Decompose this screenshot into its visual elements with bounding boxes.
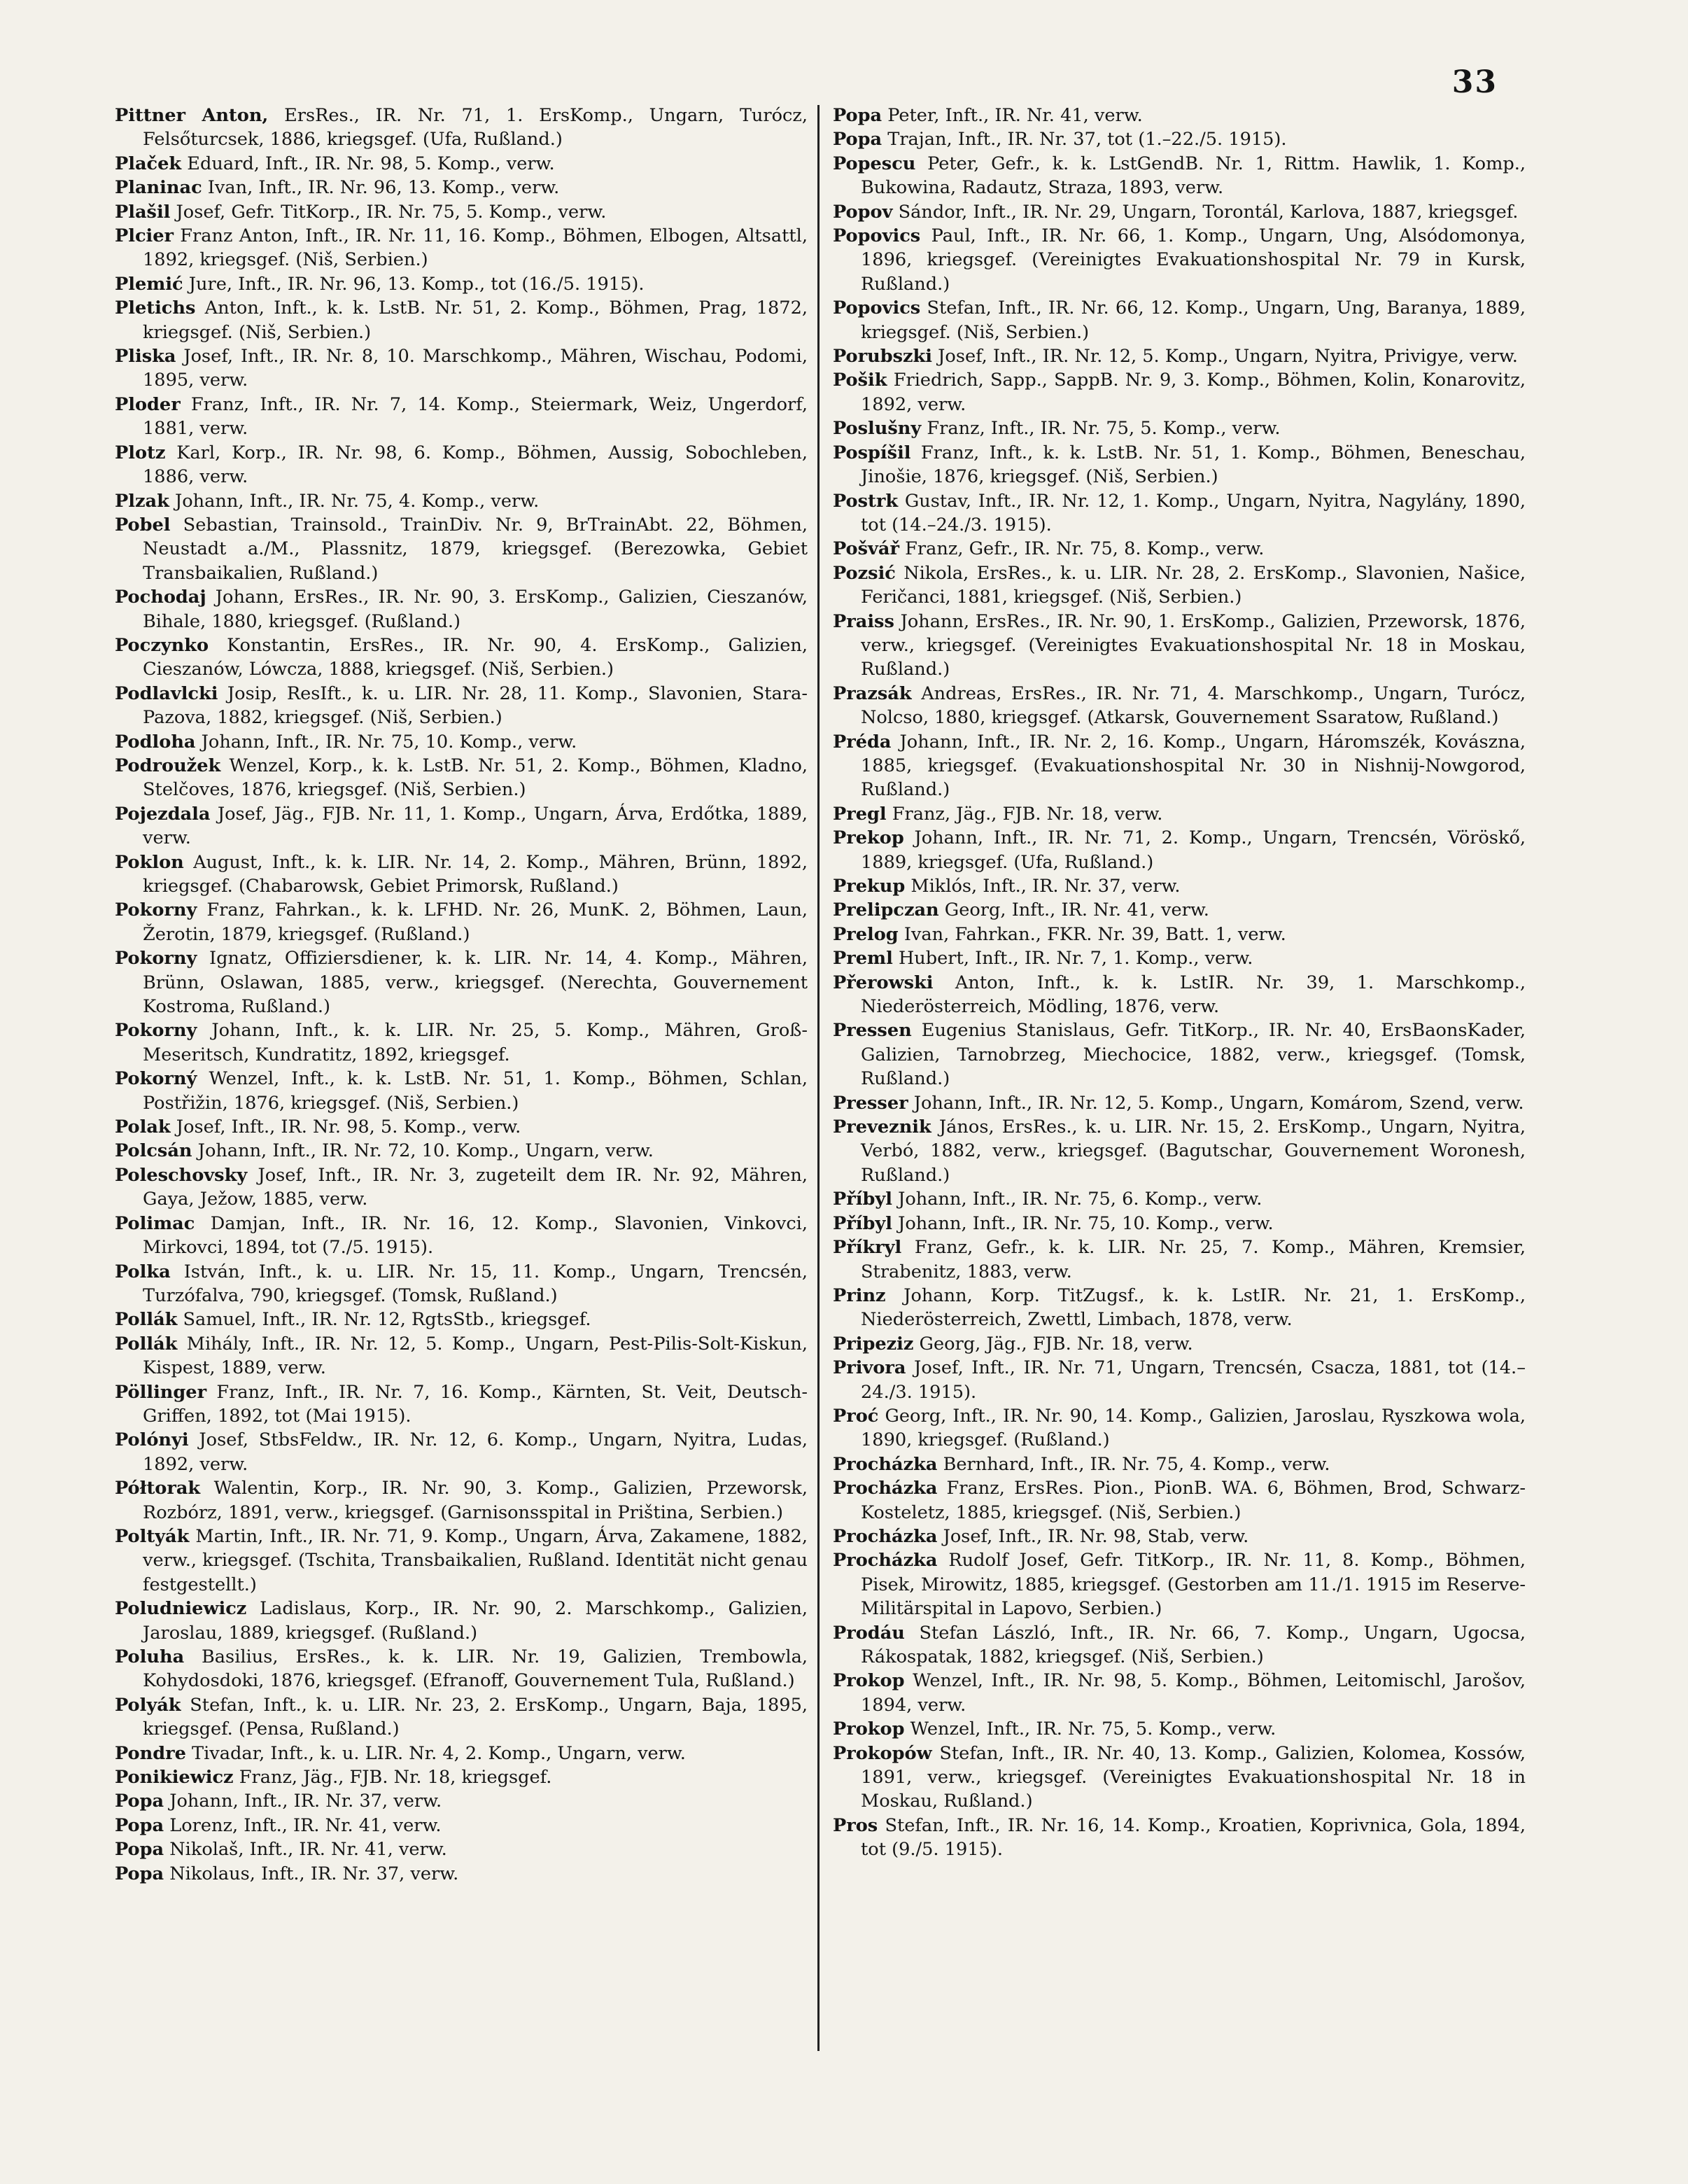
register-entry (833, 489, 1526, 538)
entry-details: Samuel, Inft., IR. Nr. 12, RgtsStb., kriegsgef. (177, 1309, 591, 1331)
register-entry (833, 1742, 1526, 1814)
entry-name: Plemić (115, 273, 183, 295)
entry-details: Franz, Inft., IR. Nr. 75, 5. Komp., verw. (921, 418, 1281, 440)
entry-name: Pokorny (115, 1020, 197, 1042)
register-entry (115, 200, 808, 224)
entry-name: Pospíšil (833, 442, 911, 463)
entry-name: Prazsák (833, 682, 912, 704)
entry-name: Polak (115, 1116, 171, 1138)
register-entry (833, 1814, 1526, 1862)
register-entry (833, 802, 1526, 826)
entry-name: Popa (833, 105, 882, 126)
register-entry (833, 946, 1526, 970)
register-entry (833, 561, 1526, 610)
register-entry (833, 1212, 1526, 1236)
entry-name: Pozsić (833, 562, 896, 584)
register-entry (833, 1091, 1526, 1115)
register-entry (833, 1452, 1526, 1476)
entry-name: Podloha (115, 731, 196, 752)
register-entry (115, 585, 808, 634)
register-entry (115, 850, 808, 899)
entry-details: Jure, Inft., IR. Nr. 96, 13. Komp., tot (16./5. 1915). (183, 273, 645, 295)
entry-name: Prelog (833, 923, 899, 945)
register-entry (115, 489, 808, 513)
register-entry (833, 152, 1526, 200)
entry-details: Johann, Inft., IR. Nr. 72, 10. Komp., Ungarn, verw. (192, 1140, 654, 1162)
entry-details: Hubert, Inft., IR. Nr. 7, 1. Komp., verw. (892, 948, 1253, 969)
entry-details: Stefan, Inft., IR. Nr. 40, 13. Komp., Galizien, Kolomea, Kossów, 1891, verw., kriegsgef. (Vereinigtes Evakuationshospital Nr. 18 in Moskau, Rußland.) (861, 1742, 1526, 1812)
entry-details: Johann, Inft., IR. Nr. 75, 4. Komp., verw. (169, 490, 540, 512)
entry-name: Pöllinger (115, 1381, 207, 1403)
register-entry (115, 682, 808, 730)
register-entry (833, 296, 1526, 344)
entry-name: Poleschovsky (115, 1164, 248, 1186)
entry-name: Popa (833, 129, 882, 150)
entry-name: Pros (833, 1814, 878, 1836)
entry-name: Poluha (115, 1646, 185, 1667)
register-entry (115, 441, 808, 489)
entry-name: Prokop (833, 1718, 905, 1740)
register-entry (833, 1669, 1526, 1717)
entry-details: Franz, Jäg., FJB. Nr. 18, verw. (886, 803, 1163, 825)
entry-details: Josef, Inft., IR. Nr. 3, zugeteilt dem IR. Nr. 92, Mähren, Gaya, Ježow, 1885, verw. (143, 1164, 808, 1210)
entry-details: Josef, Inft., IR. Nr. 71, Ungarn, Trencsén, Csacza, 1881, tot (14.–24./3. 1915). (861, 1357, 1526, 1403)
entry-name: Pokorný (115, 1068, 197, 1090)
entry-name: Polcsán (115, 1140, 192, 1162)
register-entry (115, 1789, 808, 1813)
entry-name: Plzak (115, 490, 169, 512)
register-entry (833, 971, 1526, 1019)
entry-name: Prokopów (833, 1742, 932, 1764)
entry-details: Friedrich, Sapp., SappB. Nr. 9, 3. Komp., Böhmen, Kolin, Konarovitz, 1892, verw. (861, 370, 1526, 415)
entry-name: Pobel (115, 514, 171, 536)
entry-details: Peter, Gefr., k. k. LstGendB. Nr. 1, Rittm. Hawlik, 1. Komp., Bukowina, Radautz, Straza, 1893, verw. (861, 153, 1526, 199)
entry-details: Franz, ErsRes. Pion., PionB. WA. 6, Böhmen, Brod, Schwarz-Kosteletz, 1885, kriegsgef. (Niš, Serbien.) (861, 1478, 1526, 1523)
register-entry (115, 1332, 808, 1380)
entry-name: Pollák (115, 1333, 178, 1354)
register-entry (833, 874, 1526, 898)
register-entry (115, 1814, 808, 1837)
register-entry (833, 682, 1526, 730)
entry-name: Pliska (115, 346, 176, 368)
entry-details: Ivan, Inft., IR. Nr. 96, 13. Komp., verw. (202, 177, 560, 199)
register-entry (833, 1621, 1526, 1670)
entry-name: Plotz (115, 442, 166, 463)
register-entry (833, 537, 1526, 561)
entry-details: Wenzel, Inft., IR. Nr. 98, 5. Komp., Böhmen, Leitomischl, Jarošov, 1894, verw. (861, 1670, 1526, 1716)
entry-details: Ivan, Fahrkan., FKR. Nr. 39, Batt. 1, verw. (898, 923, 1286, 945)
register-entry (833, 1236, 1526, 1284)
entry-name: Prekup (833, 876, 906, 897)
entry-name: Procházka (833, 1525, 938, 1547)
page-number: 33 (1451, 64, 1498, 100)
entry-name: Plcier (115, 225, 174, 247)
entry-name: Półtorak (115, 1478, 201, 1499)
entry-name: Prinz (833, 1284, 886, 1306)
entry-details: Lorenz, Inft., IR. Nr. 41, verw. (164, 1814, 442, 1836)
register-entry (115, 1693, 808, 1742)
entry-details: Konstantin, ErsRes., IR. Nr. 90, 4. ErsKomp., Galizien, Cieszanów, Lówcza, 1888, kriegsgef. (Niš, Serbien.) (143, 634, 808, 680)
entry-name: Popa (115, 1791, 164, 1812)
register-entry (115, 754, 808, 802)
entry-name: Privora (833, 1357, 906, 1379)
entry-name: Postrk (833, 490, 899, 512)
entry-details: Basilius, ErsRes., k. k. LIR. Nr. 19, Galizien, Trembowla, Kohydosdoki, 1876, kriegsgef. (Efranoff, Gouvernement Tula, Rußland.) (143, 1646, 808, 1692)
entry-details: Johann, Inft., IR. Nr. 75, 6. Komp., verw. (892, 1189, 1263, 1210)
entry-name: Pondre (115, 1742, 186, 1764)
column-divider (817, 105, 820, 2051)
entry-details: Georg, Jäg., FJB. Nr. 18, verw. (913, 1333, 1193, 1354)
entry-name: Pripeziz (833, 1333, 914, 1354)
entry-name: Prelipczan (833, 899, 939, 921)
entry-details: Josef, Inft., IR. Nr. 98, Stab, verw. (937, 1525, 1249, 1547)
register-entry (833, 898, 1526, 922)
register-entry (833, 1717, 1526, 1741)
register-entry (115, 1067, 808, 1115)
entry-details: Sándor, Inft., IR. Nr. 29, Ungarn, Torontál, Karlova, 1887, kriegsgef. (892, 201, 1519, 223)
register-entry (833, 730, 1526, 802)
entry-details: Johann, Inft., IR. Nr. 75, 10. Komp., verw. (892, 1212, 1274, 1234)
entry-name: Popovics (833, 225, 921, 247)
entry-name: Proć (833, 1405, 879, 1427)
entry-details: Damjan, Inft., IR. Nr. 16, 12. Komp., Slavonien, Vinkovci, Mirkovci, 1894, tot (7./5. 1915). (143, 1212, 808, 1259)
entry-details: Nikola, ErsRes., k. u. LIR. Nr. 28, 2. ErsKomp., Slavonien, Našice, Feričanci, 1881, kriegsgef. (Niš, Serbien.) (861, 562, 1526, 608)
entry-details: Johann, ErsRes., IR. Nr. 90, 1. ErsKomp., Galizien, Przeworsk, 1876, verw., kriegsgef. (Vereinigtes Evakuationshospital Nr. 18 in Moskau, Rußland.) (861, 610, 1526, 680)
entry-details: Nikolaus, Inft., IR. Nr. 37, verw. (164, 1863, 459, 1884)
entry-details: Josef, Inft., IR. Nr. 98, 5. Komp., verw. (170, 1116, 521, 1138)
entry-name: Poczynko (115, 634, 209, 656)
entry-name: Poklon (115, 851, 184, 873)
entry-name: Pokorny (115, 948, 197, 969)
entry-details: István, Inft., k. u. LIR. Nr. 15, 11. Komp., Ungarn, Trencsén, Turzófalva, 790, kriegsgef. (Tomsk, Rußland.) (143, 1261, 808, 1306)
entry-details: Nikolaš, Inft., IR. Nr. 41, verw. (164, 1839, 447, 1861)
entry-details: Johann, Korp. TitZugsf., k. k. LstIR. Nr. 21, 1. ErsKomp., Niederösterreich, Zwettl, Limbach, 1878, verw. (861, 1284, 1526, 1331)
entry-details: Franz, Fahrkan., k. k. LFHD. Nr. 26, MunK. 2, Böhmen, Laun, Žerotin, 1879, kriegsgef. (Rußland.) (143, 899, 808, 945)
entry-details: Johann, Inft., IR. Nr. 37, verw. (164, 1791, 442, 1812)
register-entry (833, 610, 1526, 682)
entry-details: Josef, StbsFeldw., IR. Nr. 12, 6. Komp., Ungarn, Nyitra, Ludas, 1892, verw. (143, 1429, 808, 1475)
entry-details: Sebastian, Trainsold., TrainDiv. Nr. 9, BrTrainAbt. 22, Böhmen, Neustadt a./M., Plassnitz, 1879, kriegsgef. (Berezowka, Gebiet Transbaikalien, Rußland.) (143, 514, 808, 584)
register-entry (115, 176, 808, 200)
entry-details: Josef, Jäg., FJB. Nr. 11, 1. Komp., Ungarn, Árva, Erdőtka, 1889, verw. (143, 803, 808, 849)
entry-details: Franz, Inft., IR. Nr. 7, 16. Komp., Kärnten, St. Veit, Deutsch-Griffen, 1892, tot (Mai 1915). (143, 1381, 808, 1427)
entry-details: Peter, Inft., IR. Nr. 41, verw. (882, 105, 1143, 126)
entry-name: Préda (833, 731, 892, 752)
register-entry (833, 1284, 1526, 1332)
entry-details: Stefan, Inft., IR. Nr. 66, 12. Komp., Ungarn, Ung, Baranya, 1889, kriegsgef. (Niš, Serbien.) (861, 298, 1526, 343)
register-entry (115, 1597, 808, 1645)
entry-details: Josef, Gefr. TitKorp., IR. Nr. 75, 5. Komp., verw. (170, 201, 607, 223)
entry-details: János, ErsRes., k. u. LIR. Nr. 15, 2. ErsKomp., Ungarn, Nyitra, Verbó, 1882, verw., kriegsgef. (Bagutschar, Gouvernement Woronesh, Rußland.) (861, 1116, 1526, 1186)
register-entry (115, 1139, 808, 1163)
register-entry (833, 826, 1526, 874)
register-entry (833, 1332, 1526, 1356)
entry-details: Ignatz, Offiziersdiener, k. k. LIR. Nr. 14, 4. Komp., Mähren, Brünn, Oslawan, 1885, verw., kriegsgef. (Nerechta, Gouvernement Kostroma, Rußland.) (143, 948, 808, 1018)
register-entry (115, 634, 808, 682)
register-entry (115, 1765, 808, 1789)
register-entry (115, 1428, 808, 1476)
register-entry (833, 344, 1526, 368)
entry-details: Karl, Korp., IR. Nr. 98, 6. Komp., Böhmen, Aussig, Sobochleben, 1886, verw. (143, 442, 808, 488)
entry-name: Podroužek (115, 755, 221, 776)
register-entry (115, 1742, 808, 1765)
entry-details: Andreas, ErsRes., IR. Nr. 71, 4. Marschkomp., Ungarn, Turócz, Nolcso, 1880, kriegsgef. (Atkarsk, Gouvernement Ssaratow, Rußland.) (861, 682, 1526, 729)
entry-name: Porubszki (833, 346, 933, 368)
entry-details: Johann, Inft., IR. Nr. 75, 10. Komp., verw. (195, 731, 577, 752)
entry-name: Příkryl (833, 1237, 902, 1259)
entry-details: Georg, Inft., IR. Nr. 90, 14. Komp., Galizien, Jaroslau, Ryszkowa wola, 1890, kriegsgef. (Rußland.) (861, 1405, 1526, 1451)
register-entry (833, 416, 1526, 440)
entry-name: Praiss (833, 610, 894, 632)
entry-name: Pojezdala (115, 803, 211, 825)
entry-name: Procházka (833, 1478, 938, 1499)
entry-name: Poslušny (833, 418, 922, 440)
entry-details: Johann, Inft., IR. Nr. 12, 5. Komp., Ungarn, Komárom, Szend, verw. (908, 1092, 1524, 1114)
entry-name: Preml (833, 948, 893, 969)
entry-name: Procházka (833, 1453, 938, 1475)
entry-name: Prekop (833, 827, 904, 849)
entry-details: Ladislaus, Korp., IR. Nr. 90, 2. Marschkomp., Galizien, Jaroslau, 1889, kriegsgef. (Rußland.) (143, 1598, 808, 1644)
register-entry (115, 272, 808, 296)
entry-details: Trajan, Inft., IR. Nr. 37, tot (1.–22./5. 1915). (882, 129, 1287, 150)
left-column (115, 104, 808, 1886)
register-entry (115, 946, 808, 1018)
register-entry (115, 513, 808, 585)
entry-details: Wenzel, Inft., IR. Nr. 75, 5. Komp., verw. (904, 1718, 1276, 1740)
register-entry (115, 1476, 808, 1525)
entry-details: Paul, Inft., IR. Nr. 66, 1. Komp., Ungarn, Ung, Alsódomonya, 1896, kriegsgef. (Vereinigtes Evakuationshospital Nr. 79 in Kursk, Rußland.) (861, 225, 1526, 295)
entry-details: Martin, Inft., IR. Nr. 71, 9. Komp., Ungarn, Árva, Zakamene, 1882, verw., kriegsgef. (Tschita, Transbaikalien, Rußland. Identität nicht genau festgestellt.) (143, 1525, 808, 1595)
entry-name: Ponikiewicz (115, 1767, 234, 1788)
entry-details: Franz, Inft., k. k. LstB. Nr. 51, 1. Komp., Böhmen, Beneschau, Jinošie, 1876, kriegsgef. (Niš, Serbien.) (861, 442, 1526, 488)
register-entry (115, 1837, 808, 1861)
entry-details: Wenzel, Inft., k. k. LstB. Nr. 51, 1. Komp., Böhmen, Schlan, Postřižin, 1876, kriegsgef. (Niš, Serbien.) (143, 1068, 808, 1114)
entry-name: Popa (115, 1863, 164, 1884)
entry-details: Miklós, Inft., IR. Nr. 37, verw. (905, 876, 1181, 897)
entry-name: Pochodaj (115, 587, 206, 608)
register-entry (115, 393, 808, 441)
entry-name: Pokorny (115, 899, 197, 921)
register-entry (115, 1115, 808, 1139)
entry-name: Polyák (115, 1694, 181, 1716)
register-entry (115, 224, 808, 272)
entry-details: Eduard, Inft., IR. Nr. 98, 5. Komp., verw. (181, 153, 555, 174)
entry-details: Anton, Inft., k. k. LstIR. Nr. 39, 1. Marschkomp., Niederösterreich, Mödling, 1876, verw. (861, 972, 1526, 1018)
register-entry (833, 1356, 1526, 1404)
register-entry (833, 441, 1526, 489)
entry-name: Prokop (833, 1670, 905, 1692)
entry-details: Johann, ErsRes., IR. Nr. 90, 3. ErsKomp., Galizien, Cieszanów, Bihale, 1880, kriegsgef. (Rußland.) (143, 587, 808, 632)
register-entry (115, 1308, 808, 1331)
entry-details: August, Inft., k. k. LIR. Nr. 14, 2. Komp., Mähren, Brünn, 1892, kriegsgef. (Chabarowsk, Gebiet Primorsk, Rußland.) (143, 851, 808, 897)
register-entry (115, 1018, 808, 1067)
entry-name: Popovics (833, 298, 921, 319)
entry-details: Franz, Gefr., IR. Nr. 75, 8. Komp., verw. (899, 538, 1265, 560)
right-column (833, 104, 1526, 1862)
register-entry (833, 1187, 1526, 1211)
entry-details: Johann, Inft., IR. Nr. 2, 16. Komp., Ungarn, Háromszék, Kovászna, 1885, kriegsgef. (Evakuationshospital Nr. 30 in Nishnij-Nowgorod, Rußland.) (861, 731, 1526, 801)
entry-details: Stefan, Inft., IR. Nr. 16, 14. Komp., Kroatien, Koprivnica, Gola, 1894, tot (9./5. 1915). (861, 1814, 1526, 1861)
register-entry (833, 368, 1526, 416)
entry-details: Franz, Gefr., k. k. LIR. Nr. 25, 7. Komp., Mähren, Kremsier, Strabenitz, 1883, verw. (861, 1237, 1526, 1282)
entry-name: Popescu (833, 153, 916, 174)
entry-name: Příbyl (833, 1212, 892, 1234)
register-entry (833, 104, 1526, 127)
register-entry (833, 1476, 1526, 1525)
entry-details: Rudolf Josef, Gefr. TitKorp., IR. Nr. 11, 8. Komp., Böhmen, Pisek, Mirowitz, 1885, kriegsgef. (Gestorben am 11./1. 1915 im Reserve-Militärspital in Lapovo, Serbien.) (861, 1550, 1526, 1620)
register-entry (833, 923, 1526, 946)
entry-name: Přerowski (833, 972, 934, 993)
register-entry (833, 1548, 1526, 1620)
entry-details: Stefan László, Inft., IR. Nr. 66, 7. Komp., Ungarn, Ugocsa, Rákospatak, 1882, kriegsgef. (Niš, Serbien.) (861, 1622, 1526, 1667)
entry-name: Pollák (115, 1309, 178, 1331)
register-entry (115, 1212, 808, 1260)
register-entry (115, 296, 808, 344)
entry-details: Johann, Inft., k. k. LIR. Nr. 25, 5. Komp., Mähren, Groß-Meseritsch, Kundratitz, 1892, kriegsgef. (143, 1020, 808, 1065)
entry-details: Josip, ResIft., k. u. LIR. Nr. 28, 11. Komp., Slavonien, Stara-Pazova, 1882, kriegsgef. (Niš, Serbien.) (143, 682, 808, 729)
register-entry (115, 1163, 808, 1212)
register-entry (833, 200, 1526, 224)
entry-name: Popa (115, 1814, 164, 1836)
register-entry (833, 1404, 1526, 1452)
register-entry (115, 730, 808, 754)
register-entry (115, 344, 808, 393)
entry-details: Stefan, Inft., k. u. LIR. Nr. 23, 2. ErsKomp., Ungarn, Baja, 1895, kriegsgef. (Pensa, Rußland.) (143, 1694, 808, 1740)
register-entry (115, 104, 808, 152)
entry-name: Pregl (833, 803, 887, 825)
entry-details: Franz, Inft., IR. Nr. 7, 14. Komp., Steiermark, Weiz, Ungerdorf, 1881, verw. (143, 393, 808, 440)
entry-name: Pressen (833, 1020, 912, 1042)
entry-details: Bernhard, Inft., IR. Nr. 75, 4. Komp., verw. (937, 1453, 1330, 1475)
entry-name: Plaček (115, 153, 182, 174)
entry-name: Prodáu (833, 1622, 905, 1644)
entry-details: Georg, Inft., IR. Nr. 41, verw. (938, 899, 1209, 921)
entry-details: Tivadar, Inft., k. u. LIR. Nr. 4, 2. Komp., Ungarn, verw. (185, 1742, 686, 1764)
entry-name: Popa (115, 1839, 164, 1861)
entry-details: Mihály, Inft., IR. Nr. 12, 5. Komp., Ungarn, Pest-Pilis-Solt-Kiskun, Kispest, 1889, verw. (143, 1333, 808, 1379)
entry-name: Preveznik (833, 1116, 931, 1138)
entry-name: Pošvář (833, 538, 899, 560)
entry-details: Eugenius Stanislaus, Gefr. TitKorp., IR. Nr. 40, ErsBaonsKader, Galizien, Tarnobrzeg, Miechocice, 1882, verw., kriegsgef. (Tomsk, Rußland.) (861, 1020, 1526, 1090)
entry-name: Podlavlcki (115, 682, 218, 704)
entry-name: Poltyák (115, 1525, 190, 1547)
entry-details: Walentin, Korp., IR. Nr. 90, 3. Komp., Galizien, Przeworsk, Rozbórz, 1891, verw., kriegsgef. (Garnisonsspital in Priština, Serbien.) (143, 1478, 808, 1523)
entry-name: Poludniewicz (115, 1598, 247, 1620)
entry-name: Pošik (833, 370, 887, 391)
register-entry (115, 802, 808, 850)
entry-name: Presser (833, 1092, 908, 1114)
entry-name: Polimac (115, 1212, 195, 1234)
entry-details: Franz Anton, Inft., IR. Nr. 11, 16. Komp., Böhmen, Elbogen, Altsattl, 1892, kriegsgef. (Niš, Serbien.) (143, 225, 808, 271)
register-entry (833, 1115, 1526, 1187)
entry-name: Procházka (833, 1550, 938, 1572)
entry-name: Pittner Anton, (115, 105, 269, 126)
entry-details: Wenzel, Korp., k. k. LstB. Nr. 51, 2. Komp., Böhmen, Kladno, Stelčoves, 1876, kriegsgef. (Niš, Serbien.) (143, 755, 808, 801)
entry-name: Pletichs (115, 298, 196, 319)
register-entry (115, 898, 808, 946)
entry-name: Plašil (115, 201, 171, 223)
entry-name: Ploder (115, 393, 181, 415)
register-entry (115, 1260, 808, 1308)
register-entry (115, 1862, 808, 1886)
entry-details: Josef, Inft., IR. Nr. 12, 5. Komp., Ungarn, Nyitra, Privigye, verw. (932, 346, 1518, 368)
entry-name: Polka (115, 1261, 171, 1282)
entry-details: ErsRes., IR. Nr. 71, 1. ErsKomp., Ungarn, Turócz, Felsőturcsek, 1886, kriegsgef. (Ufa, Rußland.) (143, 105, 808, 150)
entry-name: Polónyi (115, 1429, 189, 1451)
entry-name: Popov (833, 201, 893, 223)
register-entry (115, 1645, 808, 1693)
entry-details: Johann, Inft., IR. Nr. 71, 2. Komp., Ungarn, Trencsén, Vöröskő, 1889, kriegsgef. (Ufa, Rußland.) (861, 827, 1526, 873)
entry-details: Anton, Inft., k. k. LstB. Nr. 51, 2. Komp., Böhmen, Prag, 1872, kriegsgef. (Niš, Serbien.) (143, 298, 808, 343)
entry-details: Josef, Inft., IR. Nr. 8, 10. Marschkomp., Mähren, Wischau, Podomi, 1895, verw. (143, 346, 808, 391)
entry-name: Planinac (115, 177, 202, 199)
entry-details: Gustav, Inft., IR. Nr. 12, 1. Komp., Ungarn, Nyitra, Nagylány, 1890, tot (14.–24./3. 1915). (861, 490, 1526, 536)
register-entry (115, 1525, 808, 1597)
entry-details: Franz, Jäg., FJB. Nr. 18, kriegsgef. (233, 1767, 552, 1788)
register-entry (833, 1018, 1526, 1091)
register-entry (833, 127, 1526, 151)
entry-name: Příbyl (833, 1189, 892, 1210)
register-entry (833, 1525, 1526, 1548)
register-entry (115, 152, 808, 176)
register-entry (115, 1380, 808, 1429)
register-entry (833, 224, 1526, 296)
